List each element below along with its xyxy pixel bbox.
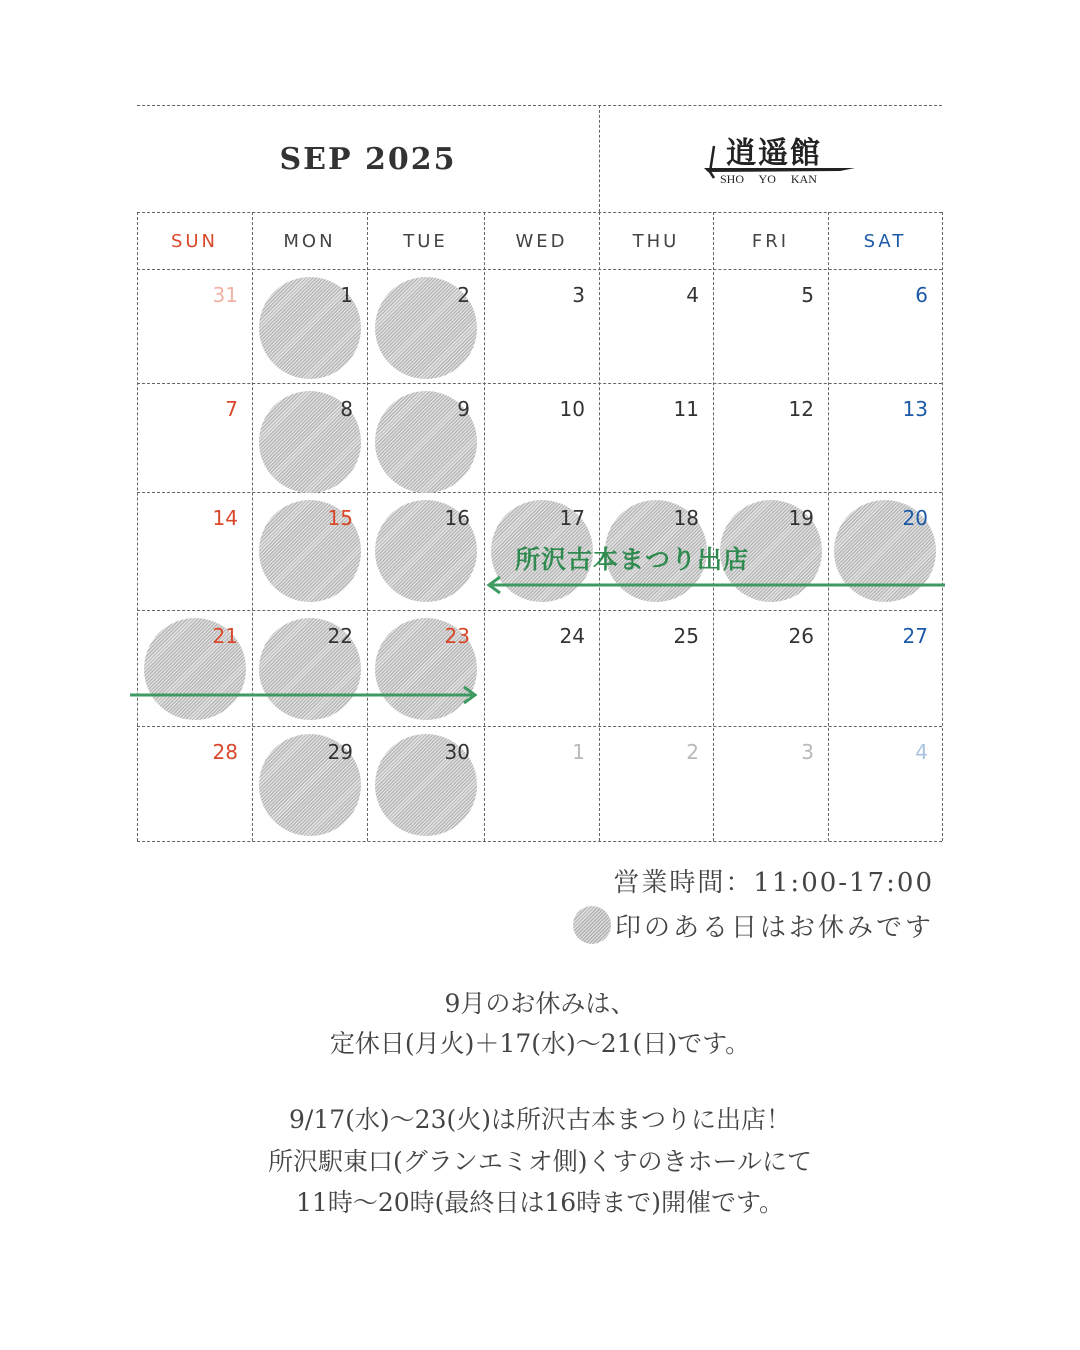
month-title: SEP 2025 [279,141,457,177]
closed-day-legend [573,906,934,944]
day-number: 4 [686,283,699,307]
day-number: 16 [444,506,470,530]
day-number: 15 [327,506,353,530]
weekday-header-thu: THU [632,230,680,252]
day-number: 6 [915,283,928,307]
day-number: 17 [559,506,585,530]
day-number: 1 [572,740,585,764]
day-number: 29 [327,740,353,764]
day-number: 3 [572,283,585,307]
weekday-header-tue: TUE [403,230,448,252]
weekday-header-sat: SAT [863,230,907,252]
day-number: 1 [340,283,353,307]
notice-line: 11時〜20時(最終日は16時まで)開催です。 [296,1188,784,1217]
day-number: 28 [212,740,238,764]
day-number: 24 [559,624,585,648]
day-number: 14 [212,506,238,530]
notice-line: 定休日(月火)＋17(水)〜21(日)です。 [329,1029,751,1058]
day-number: 22 [327,624,353,648]
day-number: 8 [340,397,353,421]
event-label: 所沢古本まつり出店 [515,545,750,574]
day-number: 7 [225,397,238,421]
day-number: 12 [788,397,814,421]
day-number: 10 [559,397,585,421]
day-number: 4 [915,740,928,764]
day-number: 25 [673,624,699,648]
business-hours: 営業時間：11:00-17:00 [613,868,934,898]
day-number: 13 [902,397,928,421]
day-number: 21 [212,624,238,648]
logo-roman: SHO YO KAN [720,172,817,186]
weekday-header-fri: FRI [751,230,790,252]
day-number: 30 [444,740,470,764]
weekday-header-sun: SUN [170,230,219,252]
day-number: 19 [788,506,814,530]
day-number: 20 [902,506,928,530]
day-number: 9 [457,397,470,421]
logo-kanji: 逍遥館 [726,136,822,171]
notice-line: 所沢駅東口(グランエミオ側)くすのきホールにて [267,1147,812,1176]
day-number: 18 [673,506,699,530]
legend-text: 印のある日はお休みです [614,912,934,943]
day-number: 26 [788,624,814,648]
day-number: 5 [801,283,814,307]
day-number: 3 [801,740,814,764]
arrow-right-icon [130,687,475,703]
day-number: 27 [902,624,928,648]
weekday-header-mon: MON [283,230,336,252]
day-number: 23 [444,624,470,648]
weekday-header-wed: WED [515,230,568,252]
day-number: 2 [686,740,699,764]
notice-line: 9月のお休みは、 [444,989,636,1018]
day-number: 2 [457,283,470,307]
notice-line: 9/17(水)〜23(火)は所沢古本まつりに出店！ [289,1105,791,1134]
closed-dot-icon [573,906,611,944]
day-number: 11 [673,397,699,421]
day-number: 31 [212,283,238,307]
arrow-left-icon [489,577,945,593]
